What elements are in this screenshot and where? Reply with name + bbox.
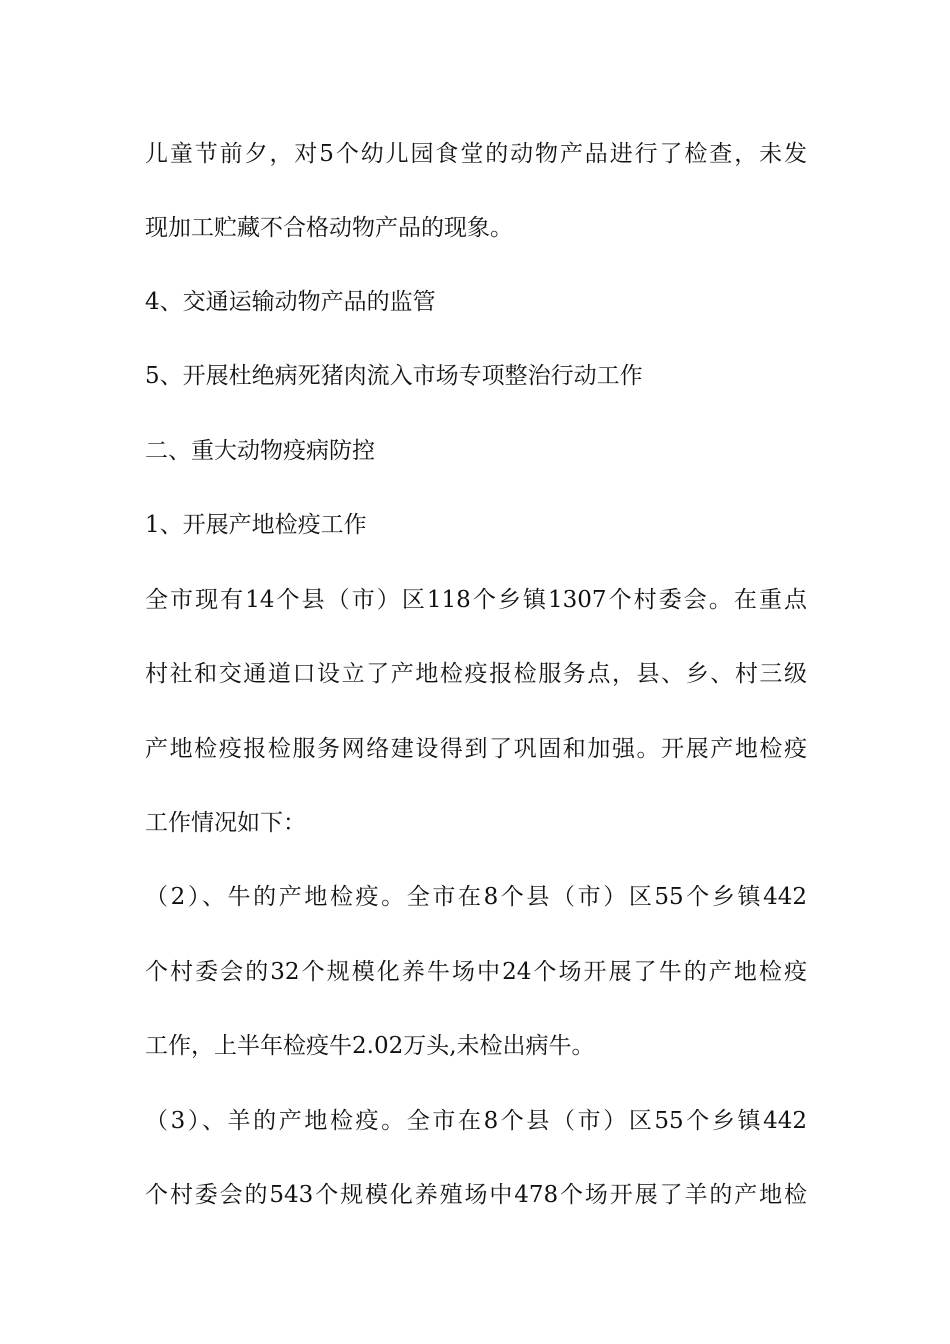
paragraph-line: 村社和交通道口设立了产地检疫报检服务点，县、乡、村三级 <box>145 661 807 687</box>
paragraph-line: 工作情况如下： <box>145 810 306 836</box>
paragraph-line: 现加工贮藏不合格动物产品的现象。 <box>145 215 513 241</box>
section-heading: 1、开展产地检疫工作 <box>145 512 367 538</box>
section-heading: 5、开展杜绝病死猪肉流入市场专项整治行动工作 <box>145 363 643 389</box>
paragraph-line: （2）、牛的产地检疫。全市在8个县（市）区55个乡镇442 <box>145 884 807 910</box>
paragraph-line: （3）、羊的产地检疫。全市在8个县（市）区55个乡镇442 <box>145 1108 807 1134</box>
paragraph-line: 个村委会的32个规模化养牛场中24个场开展了牛的产地检疫 <box>145 959 807 985</box>
paragraph-line: 工作，上半年检疫牛2.02万头,未检出病牛。 <box>145 1033 595 1059</box>
paragraph-line: 全市现有14个县（市）区118个乡镇1307个村委会。在重点 <box>145 587 807 613</box>
paragraph-line: 个村委会的543个规模化养殖场中478个场开展了羊的产地检 <box>145 1182 807 1208</box>
section-heading: 二、重大动物疫病防控 <box>145 438 375 464</box>
paragraph-line: 产地检疫报检服务网络建设得到了巩固和加强。开展产地检疫 <box>145 736 807 762</box>
paragraph-line: 儿童节前夕，对5个幼儿园食堂的动物产品进行了检查，未发 <box>145 141 807 167</box>
section-heading: 4、交通运输动物产品的监管 <box>145 289 436 315</box>
